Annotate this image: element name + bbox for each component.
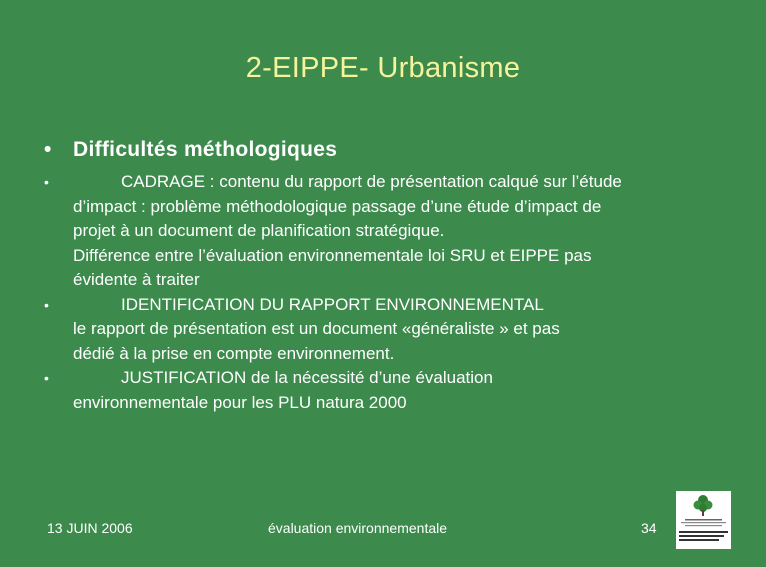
bullet-item-identification [44, 293, 734, 367]
item-line: d’impact : problème méthodologique passage d’une étude d’impact de [73, 196, 602, 216]
footer-date: 13 JUIN 2006 [47, 520, 133, 536]
bullet-icon: • [44, 296, 49, 313]
item-line: projet à un document de planification stratégique. [73, 221, 445, 240]
bullet-icon: • [44, 174, 49, 190]
item-line: CADRAGE : contenu du rapport de présentation calqué sur l’étude [121, 172, 622, 191]
bullet-icon: • [44, 138, 52, 161]
bullet-icon: • [44, 370, 49, 386]
item-line: IDENTIFICATION DU RAPPORT ENVIRONNEMENTAL [121, 294, 544, 314]
item-line: environnementale pour les PLU natura 2000 [73, 392, 407, 412]
item-line: évidente à traiter [73, 270, 200, 289]
section-heading: Difficultés méthologiques [73, 138, 338, 161]
tree-logo-icon [676, 491, 731, 549]
bullet-list [44, 170, 734, 415]
page-number: 34 [641, 520, 657, 536]
section-heading-row [44, 138, 337, 162]
slide-title: 2-EIPPE- Urbanisme [245, 52, 521, 84]
item-line: le rapport de présentation est un document «généraliste » et pas [73, 319, 560, 338]
bullet-item-justification [44, 366, 734, 415]
footer-title: évaluation environnementale [268, 520, 448, 536]
item-line: Différence entre l’évaluation environnementale loi SRU et EIPPE pas [73, 245, 592, 265]
item-line: dédié à la prise en compte environnement. [73, 343, 395, 363]
item-line: JUSTIFICATION de la nécessité d’une évaluation [121, 368, 493, 387]
bullet-item-cadrage [44, 170, 734, 293]
